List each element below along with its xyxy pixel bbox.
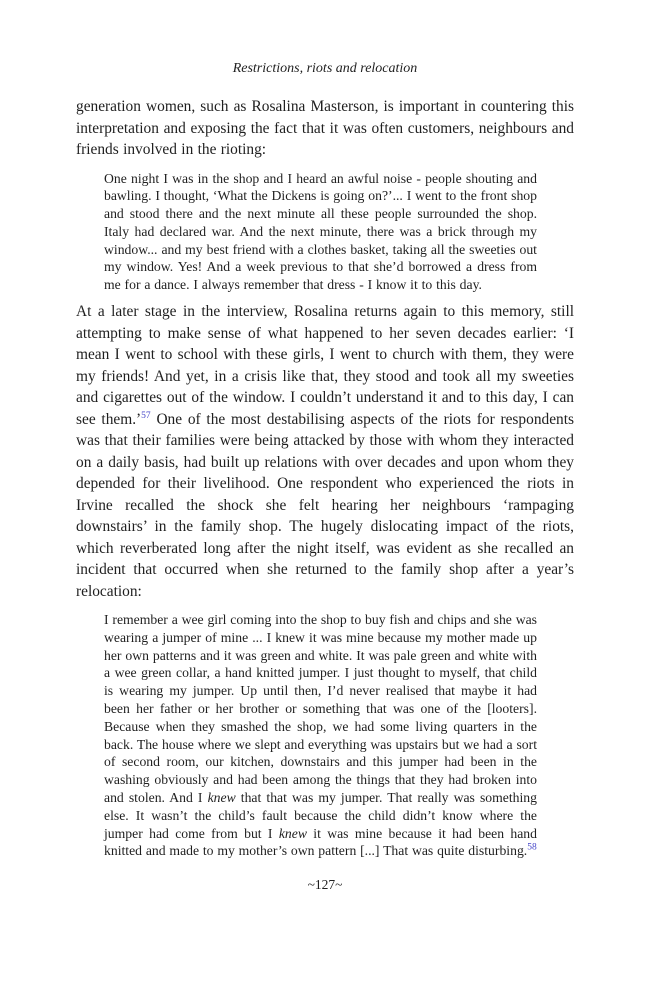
paragraph-intro: generation women, such as Rosalina Masterson, is important in countering this interpretation and exposing the fact that it was often customers, neighbours and friends involved in the rioting: xyxy=(76,98,574,158)
page-number: ~127~ xyxy=(307,877,343,893)
footnote-ref-57[interactable]: 57 xyxy=(141,410,151,421)
emphasis-knew-1: knew xyxy=(207,790,236,806)
running-header: Restrictions, riots and relocation xyxy=(232,61,418,76)
footnote-ref-58[interactable]: 58 xyxy=(527,842,537,853)
block-quote-jumper-text-2: that that was my jumper. That really was something else. It wasn’t the child’s fault because the child didn’t know where the jumper had come from but I xyxy=(104,790,537,841)
paragraph-interview xyxy=(76,301,574,602)
paragraph-interview-text-continued: One of the most destabilising aspects of the riots for respondents was that their families were being attacked by those with whom they interacted on a daily basis, had built up relations with over decades and upon whom they depended for their livelihood. One respondent who experienced the riots in Irvine recalled the shock she felt hearing her neighbours ‘rampaging downstairs’ in the family shop. The hugely dislocating impact of the riots, which reverberated long after the night itself, was evident as she recalled an incident that occurred when she returned to the family shop after a year’s relocation: xyxy=(76,410,574,600)
block-quote-shop-riot: One night I was in the shop and I heard an awful noise - people shouting and bawling. I thought, ‘What the Dickens is going on?’... I went to the front shop and stood there and the next minute all these people surrounded the shop. Italy had declared war. And the next minute, there was a brick through my window... and my best friend with a clothes basket, taking all the sweeties out my window. Yes! And a week previous to that she’d borrowed a dress from me for a dance. I always remember that dress - I know it to this day. xyxy=(104,170,537,293)
paragraph-interview-text: At a later stage in the interview, Rosalina returns again to this memory, still attempting to make sense of what happened to her seven decades earlier: ‘I mean I went to school with these girls, I went to church with them, they were my friends! And yet, in a crisis like that, they stood and took all my sweeties and cigarettes out of the window. I couldn’t understand it and to this day, I can see them.’ xyxy=(76,303,574,428)
emphasis-knew-2: knew xyxy=(278,825,307,841)
block-quote-jumper-text-3: it was mine because it had been hand knitted and made to my mother’s own pattern [...] That was quite disturbing. xyxy=(104,825,537,859)
block-quote-jumper-text: I remember a wee girl coming into the shop to buy fish and chips and she was wearing a jumper of mine ... I knew it was mine because my mother made up her own patterns and it was green and white. It was pale green and white with a wee green collar, a hand knitted jumper. I just thought to myself, that child is wearing my jumper. Up until then, I’d never realised that maybe it had been her father or her brother or something that was one of the [looters]. Because when they smashed the shop, we had some living quarters in the back. The house where we slept and everything was upstairs but we had a sort of second room, our kitchen, downstairs and this jumper had been in the washing obviously and had been among the things that they had broken into and stolen. And I xyxy=(104,612,537,806)
block-quote-jumper xyxy=(104,611,537,860)
